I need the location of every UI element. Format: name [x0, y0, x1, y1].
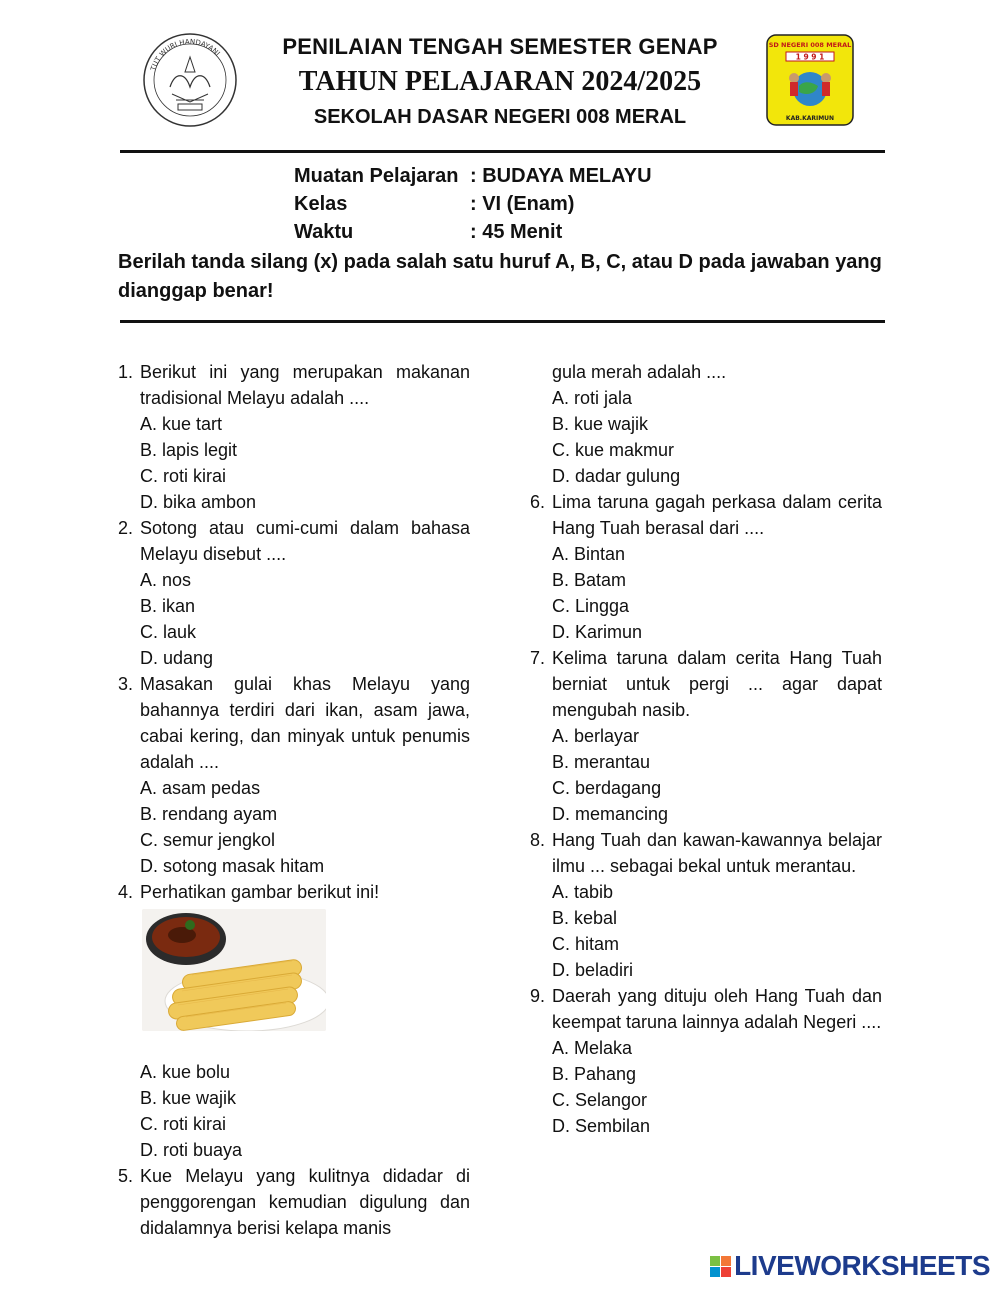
question-number: 2.: [118, 518, 134, 538]
question-number: 6.: [530, 492, 546, 512]
questions-right-column: [530, 359, 882, 1139]
question-number: 5.: [118, 1166, 134, 1186]
question-6: [530, 489, 882, 541]
instruction: Berilah tanda silang (x) pada salah satu huruf A, B, C, atau D pada jawaban yang dianggap benar!: [118, 251, 882, 302]
meta-class: [294, 193, 574, 216]
school-name: SEKOLAH DASAR NEGERI 008 MERAL: [313, 106, 687, 128]
question-8: [530, 827, 882, 879]
option[interactable]: C. hitam: [552, 934, 620, 954]
question-text: Kue Melayu yang kulitnya didadar di penggorengan kemudian digulung dan didalamnya berisi kelapa manis: [140, 1166, 470, 1238]
question-text: Lima taruna gagah perkasa dalam cerita Hang Tuah berasal dari ....: [552, 492, 882, 538]
option[interactable]: D. beladiri: [552, 960, 634, 980]
option[interactable]: D. Sembilan: [552, 1116, 651, 1136]
option[interactable]: B. kue wajik: [140, 1088, 237, 1108]
option[interactable]: A. berlayar: [552, 726, 640, 746]
question-2: [118, 515, 470, 567]
question-text: Sotong atau cumi-cumi dalam bahasa Melayu disebut ....: [140, 518, 470, 564]
meta-label: Kelas: [294, 193, 348, 215]
option[interactable]: C. Lingga: [552, 596, 630, 616]
question-number: 8.: [530, 830, 546, 850]
option[interactable]: A. roti jala: [552, 388, 633, 408]
option[interactable]: B. Batam: [552, 570, 627, 590]
option[interactable]: A. tabib: [552, 882, 614, 902]
liveworksheets-text: LIVEWORKSHEETS: [734, 1250, 990, 1281]
svg-text:1 9 9 1: 1 9 9 1: [795, 52, 825, 62]
question-4: [118, 879, 470, 905]
option[interactable]: A. Bintan: [552, 544, 626, 564]
option[interactable]: D. sotong masak hitam: [140, 856, 325, 876]
option[interactable]: B. kue wajik: [552, 414, 649, 434]
option[interactable]: D. bika ambon: [140, 492, 257, 512]
option[interactable]: C. roti kirai: [140, 466, 227, 486]
liveworksheets-logo[interactable]: [710, 1250, 990, 1282]
roti-jala-curry-photo: [142, 909, 326, 1031]
meta-label: Waktu: [294, 221, 354, 243]
option[interactable]: C. lauk: [140, 622, 197, 642]
question-text: Masakan gulai khas Melayu yang bahannya terdiri dari ikan, asam jawa, cabai kering, dan minyak untuk penumis adalah ....: [140, 674, 470, 772]
liveworksheets-blocks-icon: [710, 1256, 731, 1277]
option[interactable]: B. merantau: [552, 752, 651, 772]
question-1: [118, 359, 470, 411]
question-number: 3.: [118, 674, 134, 694]
question-text: Berikut ini yang merupakan makanan tradisional Melayu adalah ....: [140, 362, 470, 408]
option[interactable]: B. rendang ayam: [140, 804, 278, 824]
option[interactable]: B. lapis legit: [140, 440, 238, 460]
meta-time: [294, 221, 562, 244]
question-text: Perhatikan gambar berikut ini!: [140, 882, 380, 902]
option[interactable]: D. udang: [140, 648, 214, 668]
exam-title: PENILAIAN TENGAH SEMESTER GENAP: [282, 34, 718, 59]
svg-text:SD NEGERI 008 MERAL: SD NEGERI 008 MERAL: [768, 41, 852, 49]
option[interactable]: B. ikan: [140, 596, 196, 616]
option[interactable]: D. memancing: [552, 804, 669, 824]
option[interactable]: A. Melaka: [552, 1038, 633, 1058]
option[interactable]: D. Karimun: [552, 622, 643, 642]
questions-left-column: [118, 359, 470, 1241]
question-7: [530, 645, 882, 723]
question-number: 4.: [118, 882, 134, 902]
question-text: Kelima taruna dalam cerita Hang Tuah berniat untuk pergi ... agar dapat mengubah nasib.: [552, 648, 882, 720]
option[interactable]: C. roti kirai: [140, 1114, 227, 1134]
meta-label: Muatan Pelajaran: [294, 165, 459, 187]
option[interactable]: D. dadar gulung: [552, 466, 681, 486]
question-5: [118, 1163, 470, 1241]
option[interactable]: B. Pahang: [552, 1064, 637, 1084]
meta-subject: [294, 165, 652, 188]
option[interactable]: A. nos: [140, 570, 192, 590]
option[interactable]: A. asam pedas: [140, 778, 261, 798]
option[interactable]: C. semur jengkol: [140, 830, 276, 850]
academic-year: TAHUN PELAJARAN 2024/2025: [298, 66, 702, 97]
question-number: 9.: [530, 986, 546, 1006]
meta-value: : 45 Menit: [470, 221, 563, 243]
option[interactable]: A. kue tart: [140, 414, 223, 434]
option[interactable]: A. kue bolu: [140, 1062, 231, 1082]
question-3: [118, 671, 470, 775]
option[interactable]: C. Selangor: [552, 1090, 648, 1110]
meta-value: : BUDAYA MELAYU: [470, 165, 652, 187]
svg-text:TUT WURI HANDAYANI: TUT WURI HANDAYANI: [149, 37, 222, 72]
instruction-divider: [120, 320, 885, 323]
option[interactable]: C. berdagang: [552, 778, 662, 798]
question-number: 1.: [118, 362, 134, 382]
header-divider: [120, 150, 885, 153]
option[interactable]: C. kue makmur: [552, 440, 675, 460]
question-text-continued: gula merah adalah ....: [552, 362, 727, 382]
option[interactable]: B. kebal: [552, 908, 618, 928]
question-9: [530, 983, 882, 1035]
svg-text:KAB.KARIMUN: KAB.KARIMUN: [785, 115, 835, 122]
meta-value: : VI (Enam): [470, 193, 575, 215]
option[interactable]: D. roti buaya: [140, 1140, 243, 1160]
question-text: Hang Tuah dan kawan-kawannya belajar ilmu ... sebagai bekal untuk merantau.: [552, 830, 882, 876]
question-text: Daerah yang dituju oleh Hang Tuah dan keempat taruna lainnya adalah Negeri ....: [552, 986, 882, 1032]
question-number: 7.: [530, 648, 546, 668]
